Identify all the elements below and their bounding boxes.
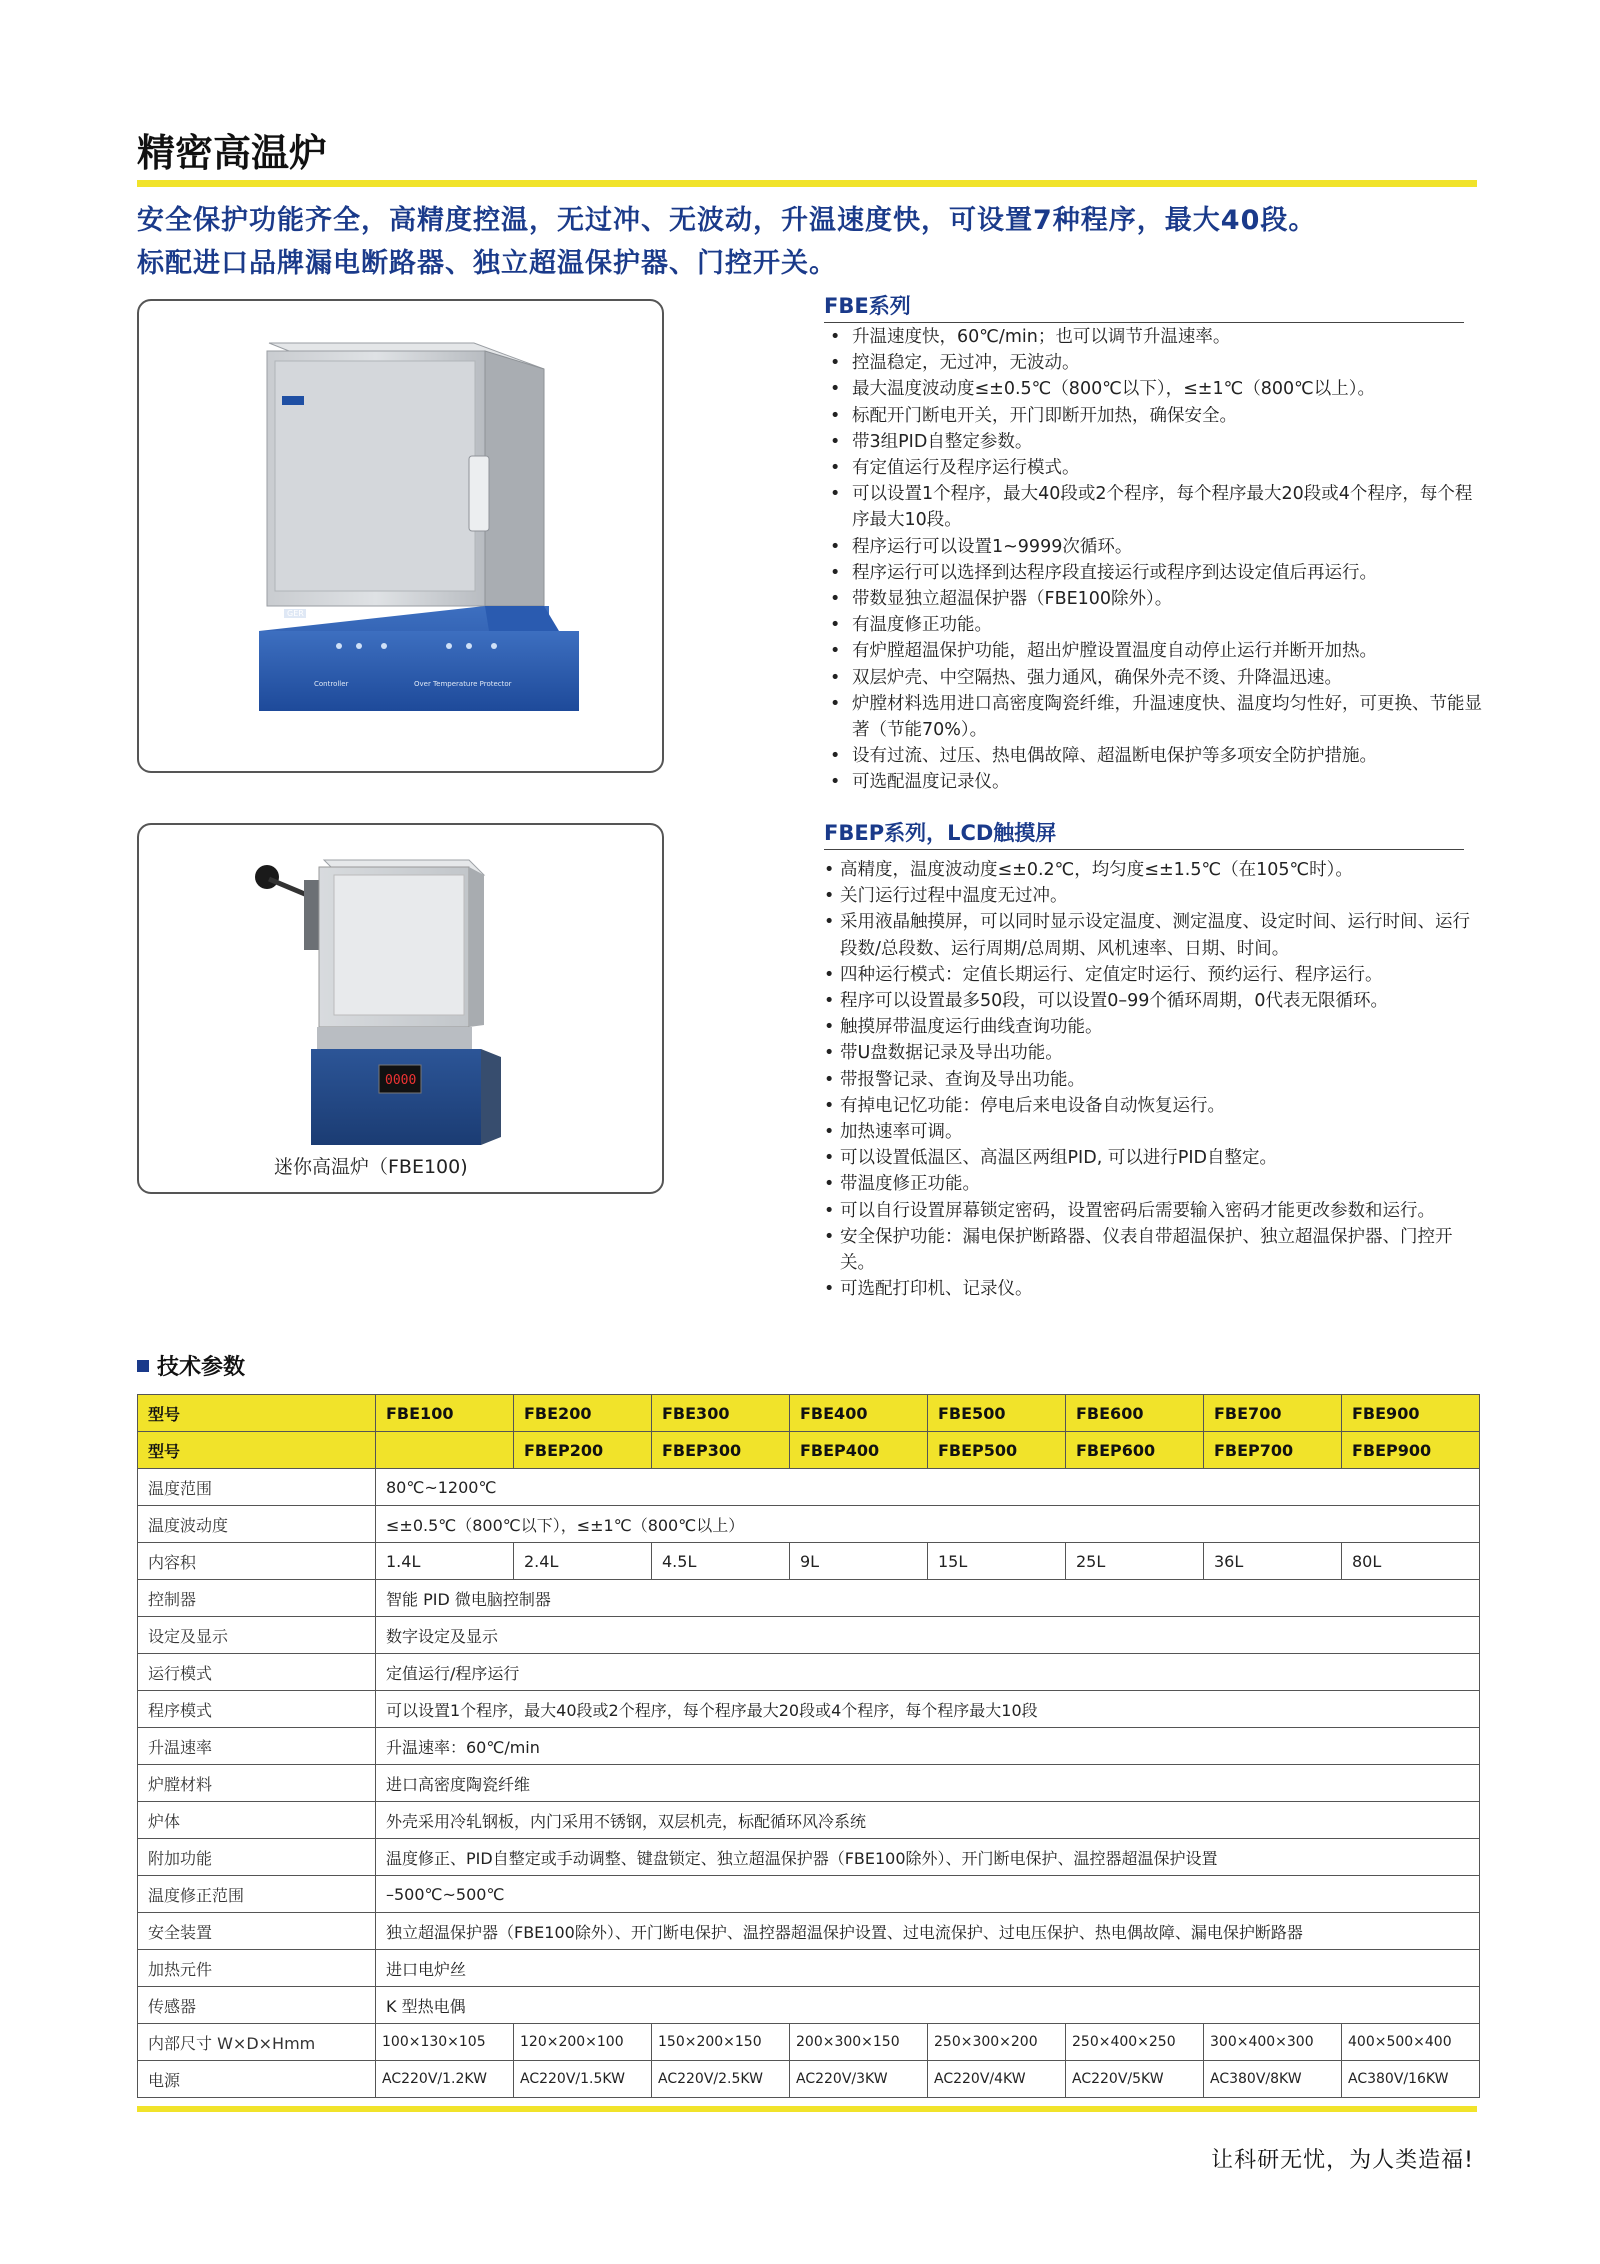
- subtitle-line-1: 安全保护功能齐全，高精度控温，无过冲、无波动，升温速度快，可设置7种程序，最大40段。: [137, 205, 1317, 236]
- model-cell: FBEP600: [1066, 1432, 1204, 1469]
- list-item: • 可选配温度记录仪。: [824, 769, 1484, 795]
- furnace1-brand-label: GER 格恩: [287, 609, 323, 618]
- list-item: • 有掉电记忆功能：停电后来电设备自动恢复运行。: [824, 1093, 1484, 1119]
- row-value: 80℃~1200℃: [376, 1469, 1480, 1506]
- table-row: [138, 1432, 1480, 1469]
- model-cell: FBE300: [652, 1395, 790, 1432]
- fbep-series-heading: FBEP系列，LCD触摸屏: [824, 817, 1464, 850]
- list-item: • 程序运行可以设置1~9999次循环。: [824, 534, 1484, 560]
- list-item: • 带温度修正功能。: [824, 1171, 1484, 1197]
- table-row: [138, 1691, 1480, 1728]
- row-value: 独立超温保护器（FBE100除外）、开门断电保护、温控器超温保护设置、过电流保护、过电压保护、热电偶故障、漏电保护断路器: [376, 1913, 1480, 1950]
- list-item: • 高精度，温度波动度≤±0.2℃，均匀度≤±1.5℃（在105℃时）。: [824, 857, 1484, 883]
- large-furnace-image: [139, 301, 662, 771]
- mini-furnace-image: [139, 825, 662, 1155]
- square-bullet-icon: [137, 1360, 149, 1372]
- table-row: [138, 1765, 1480, 1802]
- footer-rule: [137, 2106, 1477, 2112]
- row-value: 升温速率：60℃/min: [376, 1728, 1480, 1765]
- model-cell: FBE400: [790, 1395, 928, 1432]
- dims-cell: 200×300×150: [790, 2024, 928, 2061]
- panel-protector-label: Over Temperature Protector: [414, 680, 512, 688]
- table-row: [138, 1543, 1480, 1580]
- power-cell: AC380V/8KW: [1204, 2061, 1342, 2098]
- mini-furnace-display: 0000: [385, 1073, 417, 1088]
- row-label: 运行模式: [138, 1654, 376, 1691]
- list-item: • 采用液晶触摸屏，可以同时显示设定温度、测定温度、设定时间、运行时间、运行段数/总段数、运行周期/总周期、风机速率、日期、时间。: [824, 909, 1484, 961]
- model-cell: [376, 1432, 514, 1469]
- row-label: 附加功能: [138, 1839, 376, 1876]
- dims-cell: 250×300×200: [928, 2024, 1066, 2061]
- model-cell: FBE500: [928, 1395, 1066, 1432]
- row-value: 温度修正、PID自整定或手动调整、键盘锁定、独立超温保护器（FBE100除外）、开门断电保护、温控器超温保护设置: [376, 1839, 1480, 1876]
- table-row: [138, 1876, 1480, 1913]
- table-row: [138, 1506, 1480, 1543]
- table-row: [138, 1987, 1480, 2024]
- model-cell: FBEP500: [928, 1432, 1066, 1469]
- list-item: • 可选配打印机、记录仪。: [824, 1276, 1484, 1302]
- footer-slogan: 让科研无忧，为人类造福!: [1211, 2148, 1474, 2173]
- list-item: • 最大温度波动度≤±0.5℃（800℃以下），≤±1℃（800℃以上）。: [824, 376, 1484, 402]
- page-title: 精密高温炉: [137, 131, 328, 175]
- list-item: • 带报警记录、查询及导出功能。: [824, 1067, 1484, 1093]
- power-cell: AC220V/4KW: [928, 2061, 1066, 2098]
- row-label: 电源: [138, 2061, 376, 2098]
- volume-cell: 1.4L: [376, 1543, 514, 1580]
- power-cell: AC220V/5KW: [1066, 2061, 1204, 2098]
- model-cell: FBE200: [514, 1395, 652, 1432]
- table-row: [138, 1913, 1480, 1950]
- row-label: 炉体: [138, 1802, 376, 1839]
- power-cell: AC380V/16KW: [1342, 2061, 1480, 2098]
- list-item: • 标配开门断电开关，开门即断开加热，确保安全。: [824, 403, 1484, 429]
- power-cell: AC220V/1.5KW: [514, 2061, 652, 2098]
- list-item: • 可以设置低温区、高温区两组PID, 可以进行PID自整定。: [824, 1145, 1484, 1171]
- mini-furnace-caption: 迷你高温炉（FBE100): [274, 1156, 468, 1178]
- row-label: 内容积: [138, 1543, 376, 1580]
- row-label: 传感器: [138, 1987, 376, 2024]
- dims-cell: 250×400×250: [1066, 2024, 1204, 2061]
- row-value: ≤±0.5℃（800℃以下），≤±1℃（800℃以上）: [376, 1506, 1480, 1543]
- row-value: K 型热电偶: [376, 1987, 1480, 2024]
- model-cell: FBEP400: [790, 1432, 928, 1469]
- model-cell: FBEP900: [1342, 1432, 1480, 1469]
- row-value: 定值运行/程序运行: [376, 1654, 1480, 1691]
- row-label: 内部尺寸 W×D×Hmm: [138, 2024, 376, 2061]
- volume-cell: 2.4L: [514, 1543, 652, 1580]
- specs-heading: 技术参数: [137, 1350, 245, 1381]
- row-value: 外壳采用冷轧钢板，内门采用不锈钢，双层机壳，标配循环风冷系统: [376, 1802, 1480, 1839]
- list-item: • 触摸屏带温度运行曲线查询功能。: [824, 1014, 1484, 1040]
- table-row: [138, 1580, 1480, 1617]
- volume-cell: 25L: [1066, 1543, 1204, 1580]
- furnace-photo-mini: [137, 823, 664, 1194]
- volume-cell: 36L: [1204, 1543, 1342, 1580]
- list-item: • 可以自行设置屏幕锁定密码，设置密码后需要输入密码才能更改参数和运行。: [824, 1198, 1484, 1224]
- list-item: • 加热速率可调。: [824, 1119, 1484, 1145]
- list-item: • 可以设置1个程序，最大40段或2个程序，每个程序最大20段或4个程序，每个程序最大10段。: [824, 481, 1484, 533]
- table-row: [138, 1617, 1480, 1654]
- dims-cell: 150×200×150: [652, 2024, 790, 2061]
- volume-cell: 4.5L: [652, 1543, 790, 1580]
- table-row: [138, 1469, 1480, 1506]
- power-cell: AC220V/1.2KW: [376, 2061, 514, 2098]
- specs-table: [137, 1394, 1480, 2098]
- row-label: 升温速率: [138, 1728, 376, 1765]
- power-cell: AC220V/3KW: [790, 2061, 928, 2098]
- table-row: [138, 1728, 1480, 1765]
- list-item: • 双层炉壳、中空隔热、强力通风，确保外壳不烫、升降温迅速。: [824, 665, 1484, 691]
- row-label: 设定及显示: [138, 1617, 376, 1654]
- row-value: –500℃~500℃: [376, 1876, 1480, 1913]
- volume-cell: 15L: [928, 1543, 1066, 1580]
- fbe-series-heading: FBE系列: [824, 290, 1464, 323]
- row-value: 智能 PID 微电脑控制器: [376, 1580, 1480, 1617]
- dims-cell: 120×200×100: [514, 2024, 652, 2061]
- table-row: [138, 1950, 1480, 1987]
- fbe-feature-list: [824, 324, 1484, 796]
- header-rule: [137, 180, 1477, 187]
- table-row: [138, 1839, 1480, 1876]
- row-label: 程序模式: [138, 1691, 376, 1728]
- volume-cell: 9L: [790, 1543, 928, 1580]
- fbep-feature-list: [824, 857, 1484, 1302]
- list-item: • 带数显独立超温保护器（FBE100除外）。: [824, 586, 1484, 612]
- list-item: • 程序可以设置最多50段，可以设置0–99个循环周期，0代表无限循环。: [824, 988, 1484, 1014]
- model-cell: FBEP700: [1204, 1432, 1342, 1469]
- subtitle-line-2: 标配进口品牌漏电断路器、独立超温保护器、门控开关。: [137, 248, 837, 279]
- model-cell: FBE700: [1204, 1395, 1342, 1432]
- list-item: • 升温速度快，60℃/min；也可以调节升温速率。: [824, 324, 1484, 350]
- row-value: 进口高密度陶瓷纤维: [376, 1765, 1480, 1802]
- dims-cell: 100×130×105: [376, 2024, 514, 2061]
- dims-cell: 300×400×300: [1204, 2024, 1342, 2061]
- model-cell: FBE900: [1342, 1395, 1480, 1432]
- list-item: • 设有过流、过压、热电偶故障、超温断电保护等多项安全防护措施。: [824, 743, 1484, 769]
- list-item: • 关门运行过程中温度无过冲。: [824, 883, 1484, 909]
- dims-cell: 400×500×400: [1342, 2024, 1480, 2061]
- table-row: [138, 2061, 1480, 2098]
- row-label: 型号: [138, 1432, 376, 1469]
- list-item: • 带U盘数据记录及导出功能。: [824, 1040, 1484, 1066]
- list-item: • 有炉膛超温保护功能，超出炉膛设置温度自动停止运行并断开加热。: [824, 638, 1484, 664]
- furnace-photo-large: [137, 299, 664, 773]
- list-item: • 安全保护功能：漏电保护断路器、仪表自带超温保护、独立超温保护器、门控开关。: [824, 1224, 1484, 1276]
- row-label: 加热元件: [138, 1950, 376, 1987]
- power-cell: AC220V/2.5KW: [652, 2061, 790, 2098]
- row-value: 可以设置1个程序，最大40段或2个程序，每个程序最大20段或4个程序，每个程序最大10段: [376, 1691, 1480, 1728]
- model-cell: FBEP300: [652, 1432, 790, 1469]
- row-label: 炉膛材料: [138, 1765, 376, 1802]
- list-item: • 程序运行可以选择到达程序段直接运行或程序到达设定值后再运行。: [824, 560, 1484, 586]
- volume-cell: 80L: [1342, 1543, 1480, 1580]
- row-label: 温度波动度: [138, 1506, 376, 1543]
- row-label: 控制器: [138, 1580, 376, 1617]
- row-value: 进口电炉丝: [376, 1950, 1480, 1987]
- table-row: [138, 2024, 1480, 2061]
- list-item: • 炉膛材料选用进口高密度陶瓷纤维，升温速度快、温度均匀性好，可更换、节能显著（节能70%）。: [824, 691, 1484, 743]
- panel-controller-label: Controller: [314, 680, 349, 688]
- row-value: 数字设定及显示: [376, 1617, 1480, 1654]
- model-cell: FBEP200: [514, 1432, 652, 1469]
- list-item: • 四种运行模式：定值长期运行、定值定时运行、预约运行、程序运行。: [824, 962, 1484, 988]
- list-item: • 有温度修正功能。: [824, 612, 1484, 638]
- model-cell: FBE600: [1066, 1395, 1204, 1432]
- list-item: • 有定值运行及程序运行模式。: [824, 455, 1484, 481]
- table-row: [138, 1802, 1480, 1839]
- list-item: • 控温稳定，无过冲，无波动。: [824, 350, 1484, 376]
- model-cell: FBE100: [376, 1395, 514, 1432]
- table-row: [138, 1395, 1480, 1432]
- row-label: 温度范围: [138, 1469, 376, 1506]
- row-label: 安全装置: [138, 1913, 376, 1950]
- table-row: [138, 1654, 1480, 1691]
- row-label: 型号: [138, 1395, 376, 1432]
- row-label: 温度修正范围: [138, 1876, 376, 1913]
- list-item: • 带3组PID自整定参数。: [824, 429, 1484, 455]
